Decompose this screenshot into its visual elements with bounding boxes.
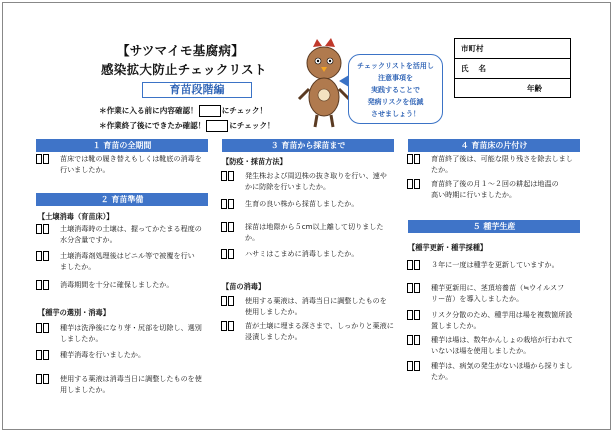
- checkbox-icon[interactable]: [228, 222, 234, 232]
- checkbox-icon[interactable]: [221, 321, 227, 331]
- note-check-text: にチェック！: [229, 121, 275, 130]
- checkbox-icon[interactable]: [36, 350, 42, 360]
- checkbox-icon[interactable]: [43, 374, 49, 384]
- checklist-item-text: [431, 282, 564, 304]
- checklist-item-line: 行いましたか。: [60, 165, 110, 174]
- bubble-line: チェックリストを活用し: [357, 62, 434, 70]
- checkbox-icon[interactable]: [414, 154, 420, 164]
- checkbox-icon[interactable]: [407, 310, 413, 320]
- checkbox-icon[interactable]: [228, 249, 234, 259]
- checklist-item-text: [60, 153, 202, 175]
- checklist-item-line: 種芋は、病気の発生がないほ場から採りまし: [431, 361, 573, 370]
- checkbox-icon[interactable]: [221, 199, 227, 209]
- checklist-item-text: [245, 320, 394, 342]
- info-table: [454, 38, 571, 98]
- checkbox-icon[interactable]: [228, 171, 234, 181]
- checklist-item-text: [245, 295, 387, 317]
- checklist-item-line: リスク分散のため、種芋用は場を複数箇所設: [431, 310, 573, 319]
- checklist-item-text: [431, 309, 572, 331]
- checklist-item-text: [431, 259, 559, 270]
- checklist-item-line: 採苗は地際から５cm以上離して切りました: [245, 222, 384, 231]
- checkbox-icon[interactable]: [36, 224, 42, 234]
- checkbox-icon[interactable]: [43, 280, 49, 290]
- checklist-item-line: 置しましたか。: [431, 321, 481, 330]
- section-5-header: ５ 種芋生産: [408, 220, 580, 233]
- checkbox-icon[interactable]: [414, 361, 420, 371]
- info-municipality[interactable]: 市町村: [455, 39, 570, 59]
- checklist-item-text: [245, 221, 384, 243]
- sub-renew: 【種芋更新・種芋採種】: [408, 243, 488, 252]
- checkbox-icon[interactable]: [36, 374, 42, 384]
- checklist-item-line: 土壌消毒剤処理後はビニル等で被覆を行い: [60, 251, 195, 260]
- note-box-icon: [199, 105, 221, 117]
- checklist-item-line: 育苗終了後の月１～２回の耕起は地温の: [431, 179, 559, 188]
- section-1-header: １ 育苗の全期間: [36, 139, 208, 152]
- note-after-text: ＊作業終了後にできたか確認！: [99, 121, 206, 130]
- title-disease: 【サツマイモ基腐病】: [117, 43, 245, 58]
- checklist-item-text: [431, 360, 573, 382]
- name-label-2: 名: [478, 64, 486, 73]
- checkbox-icon[interactable]: [228, 321, 234, 331]
- checklist-item-text: [245, 170, 387, 192]
- checklist-item-line: ハサミはこまめに消毒しましたか。: [245, 249, 359, 258]
- checkbox-icon[interactable]: [43, 154, 49, 164]
- section-3-header: ３ 育苗から採苗まで: [222, 139, 394, 152]
- checklist-item-line: 土壌消毒時の土壌は、握ってかたまる程度の: [60, 224, 202, 233]
- checklist-item-line: しましたか。: [60, 334, 103, 343]
- checklist-item-line: 使用しましたか。: [245, 307, 302, 316]
- checklist-item-text: [431, 334, 573, 356]
- checkbox-icon[interactable]: [43, 251, 49, 261]
- title-checklist: 感染拡大防止チェックリスト: [101, 62, 267, 77]
- checkbox-icon[interactable]: [221, 171, 227, 181]
- checklist-item-line: 苗が土壌に埋まる深さまで、しっかりと薬液に: [245, 321, 394, 330]
- checklist-item-line: たか。: [431, 165, 453, 174]
- checkbox-icon[interactable]: [221, 249, 227, 259]
- checklist-item-line: 種芋は場は、数年かんしょの栽培が行われて: [431, 335, 573, 344]
- checklist-item-line: 高い時期に行いましたか。: [431, 190, 517, 199]
- checklist-item-line: ３年に一度は種芋を更新していますか。: [431, 260, 559, 269]
- checkbox-icon[interactable]: [43, 350, 49, 360]
- checklist-item-line: 水分含量ですか。: [60, 235, 117, 244]
- checklist-item-text: [431, 153, 573, 175]
- checklist-item-text: [60, 322, 202, 344]
- checklist-item-text: [431, 178, 559, 200]
- checklist-item-line: 種芋は洗浄後になり芽・尻部を切除し、選別: [60, 323, 202, 332]
- checkbox-icon[interactable]: [407, 154, 413, 164]
- checklist-item-line: 育苗終了後は、可能な限り残さを除去しまし: [431, 154, 573, 163]
- checkbox-icon[interactable]: [414, 260, 420, 270]
- checkbox-icon[interactable]: [414, 335, 420, 345]
- note-box-icon: [206, 120, 228, 132]
- checklist-item-line: 消毒期間を十分に確保しましたか。: [60, 280, 174, 289]
- checkbox-icon[interactable]: [414, 179, 420, 189]
- checklist-item-line: 種芋消毒を行いましたか。: [60, 350, 146, 359]
- sub-seed: 【種芋の選別・消毒】: [38, 308, 110, 317]
- checklist-item-line: ましたか。: [60, 262, 96, 271]
- sub-seedling: 【苗の消毒】: [222, 282, 266, 291]
- checklist-item-text: [60, 223, 202, 245]
- checklist-item-text: [60, 373, 202, 395]
- speech-bubble: [348, 54, 443, 124]
- checkbox-icon[interactable]: [36, 280, 42, 290]
- checklist-item-text: [245, 248, 359, 259]
- checklist-item-text: [60, 349, 145, 360]
- checkbox-icon[interactable]: [414, 310, 420, 320]
- checklist-item-text: [245, 198, 359, 209]
- checklist-item-text: [60, 250, 195, 272]
- checkbox-icon[interactable]: [221, 296, 227, 306]
- info-name[interactable]: [455, 59, 570, 79]
- checkbox-icon[interactable]: [36, 323, 42, 333]
- checkbox-icon[interactable]: [228, 296, 234, 306]
- checkbox-icon[interactable]: [407, 260, 413, 270]
- checklist-item-line: か。: [245, 233, 260, 242]
- name-label-1: 氏: [461, 64, 469, 73]
- checkbox-icon[interactable]: [36, 251, 42, 261]
- section-2-header: ２ 育苗準備: [36, 193, 208, 206]
- note-before-text: ＊作業に入る前に内容確認！: [99, 106, 198, 115]
- checkbox-icon[interactable]: [407, 179, 413, 189]
- section-4-header: ４ 育苗床の片付け: [408, 139, 580, 152]
- checkbox-icon[interactable]: [414, 283, 420, 293]
- checklist-item-text: [60, 279, 174, 290]
- checklist-item-line: かに防除を行いましたか。: [245, 182, 331, 191]
- checklist-item-line: 浸漬しましたか。: [245, 332, 302, 341]
- checklist-item-line: たか。: [431, 372, 453, 381]
- checklist-item-line: 使用する薬液は消毒当日に調整したものを使: [60, 374, 202, 383]
- note-check-text: にチェック！: [221, 106, 268, 115]
- checklist-item-line: 種芋更新用に、茎頂培養苗（≒ウイルスフ: [431, 283, 565, 292]
- note-before: [99, 105, 267, 117]
- note-after: [99, 120, 275, 132]
- checkbox-icon[interactable]: [228, 199, 234, 209]
- info-age[interactable]: 年齢: [527, 84, 542, 93]
- checkbox-icon[interactable]: [407, 283, 413, 293]
- checkbox-icon[interactable]: [36, 154, 42, 164]
- bubble-line: 注意事項を: [378, 74, 413, 82]
- stage-badge: 育苗段階編: [142, 82, 252, 98]
- checklist-item-line: 用しましたか。: [60, 385, 110, 394]
- checklist-item-line: 苗床では靴の履き替えもしくは靴底の消毒を: [60, 154, 202, 163]
- checkbox-icon[interactable]: [221, 222, 227, 232]
- checkbox-icon[interactable]: [43, 323, 49, 333]
- checkbox-icon[interactable]: [407, 361, 413, 371]
- checklist-item-line: いないほ場を使用しましたか。: [431, 346, 531, 355]
- checklist-item-line: 発生株および周辺株の抜き取りを行い、速や: [245, 171, 387, 180]
- checklist-item-line: 生育の良い株から採苗しましたか。: [245, 199, 359, 208]
- bubble-line: 実践することで: [371, 86, 420, 94]
- checkbox-icon[interactable]: [43, 224, 49, 234]
- checklist-item-line: リー苗）を導入しましたか。: [431, 294, 524, 303]
- checklist-item-line: 使用する薬液は、消毒当日に調整したものを: [245, 296, 387, 305]
- bubble-line: させましょう！: [371, 110, 420, 118]
- bubble-line: 発病リスクを低減: [367, 98, 424, 106]
- sub-prevent: 【防疫・採苗方法】: [222, 157, 287, 166]
- sub-soil: 【土壌消毒（育苗床）】: [38, 212, 114, 221]
- checkbox-icon[interactable]: [407, 335, 413, 345]
